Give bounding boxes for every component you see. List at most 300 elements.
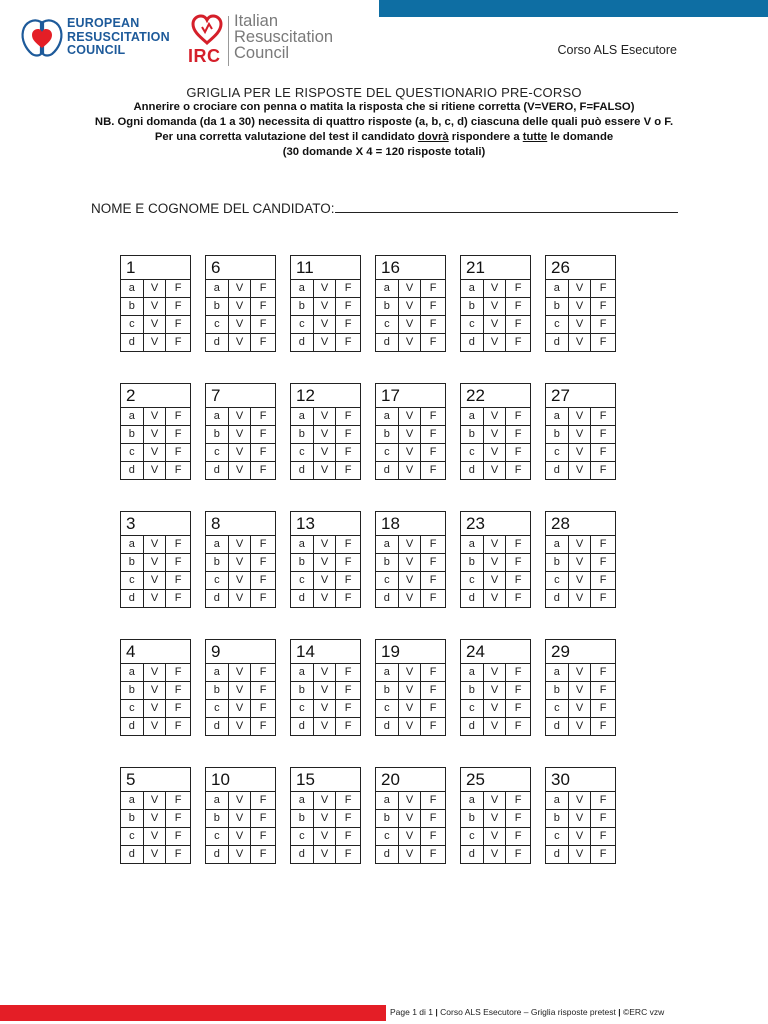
false-checkbox[interactable]: F bbox=[259, 410, 267, 422]
false-checkbox[interactable]: F bbox=[429, 318, 437, 330]
option-letter: a bbox=[376, 664, 399, 681]
false-checkbox[interactable]: F bbox=[259, 538, 267, 550]
true-checkbox[interactable]: V bbox=[399, 590, 422, 608]
true-checkbox[interactable]: V bbox=[484, 426, 507, 443]
false-checkbox[interactable]: F bbox=[429, 592, 437, 604]
true-checkbox[interactable]: V bbox=[144, 334, 167, 352]
answer-row bbox=[546, 408, 615, 426]
false-checkbox[interactable]: F bbox=[259, 684, 267, 696]
true-checkbox[interactable]: V bbox=[484, 828, 507, 845]
true-checkbox[interactable]: V bbox=[314, 682, 337, 699]
true-checkbox[interactable]: V bbox=[399, 462, 422, 480]
false-checkbox[interactable]: F bbox=[259, 720, 267, 732]
true-checkbox[interactable]: V bbox=[484, 590, 507, 608]
answer-row bbox=[461, 408, 530, 426]
false-checkbox[interactable]: F bbox=[344, 556, 352, 568]
true-checkbox[interactable]: V bbox=[314, 792, 337, 809]
true-checkbox[interactable]: V bbox=[484, 316, 507, 333]
true-checkbox[interactable]: V bbox=[314, 298, 337, 315]
true-checkbox[interactable]: V bbox=[484, 280, 507, 297]
false-checkbox[interactable]: F bbox=[174, 720, 182, 732]
false-checkbox[interactable]: F bbox=[344, 318, 352, 330]
true-checkbox[interactable]: V bbox=[314, 810, 337, 827]
false-checkbox[interactable]: F bbox=[344, 794, 352, 806]
false-checkbox[interactable]: F bbox=[344, 830, 352, 842]
true-checkbox[interactable]: V bbox=[314, 316, 337, 333]
true-checkbox[interactable]: V bbox=[399, 426, 422, 443]
candidate-name-field[interactable] bbox=[91, 200, 678, 216]
false-checkbox[interactable]: F bbox=[599, 410, 607, 422]
false-checkbox[interactable]: F bbox=[429, 538, 437, 550]
false-checkbox[interactable]: F bbox=[174, 812, 182, 824]
true-checkbox[interactable]: V bbox=[569, 298, 592, 315]
false-checkbox[interactable]: F bbox=[429, 336, 437, 348]
true-checkbox[interactable]: V bbox=[229, 334, 252, 352]
false-checkbox[interactable]: F bbox=[514, 556, 522, 568]
false-checkbox[interactable]: F bbox=[599, 282, 607, 294]
answer-row bbox=[376, 316, 445, 334]
true-checkbox[interactable]: V bbox=[229, 298, 252, 315]
false-checkbox[interactable]: F bbox=[514, 410, 522, 422]
document-title: GRIGLIA PER LE RISPOSTE DEL QUESTIONARIO PRE-CORSO bbox=[186, 85, 582, 100]
false-checkbox[interactable]: F bbox=[259, 318, 267, 330]
true-checkbox[interactable]: V bbox=[569, 846, 592, 864]
true-checkbox[interactable]: V bbox=[144, 426, 167, 443]
false-checkbox[interactable]: F bbox=[429, 446, 437, 458]
false-checkbox[interactable]: F bbox=[599, 446, 607, 458]
false-checkbox[interactable]: F bbox=[514, 446, 522, 458]
true-checkbox[interactable]: V bbox=[569, 828, 592, 845]
false-checkbox[interactable]: F bbox=[344, 410, 352, 422]
false-checkbox[interactable]: F bbox=[514, 282, 522, 294]
true-checkbox[interactable]: V bbox=[314, 700, 337, 717]
true-checkbox[interactable]: V bbox=[229, 810, 252, 827]
false-checkbox[interactable]: F bbox=[174, 300, 182, 312]
true-checkbox[interactable]: V bbox=[144, 408, 167, 425]
option-letter: d bbox=[291, 462, 314, 480]
true-checkbox[interactable]: V bbox=[314, 334, 337, 352]
true-checkbox[interactable]: V bbox=[229, 316, 252, 333]
false-checkbox[interactable]: F bbox=[344, 446, 352, 458]
true-checkbox[interactable]: V bbox=[314, 444, 337, 461]
true-checkbox[interactable]: V bbox=[144, 572, 167, 589]
true-checkbox[interactable]: V bbox=[484, 700, 507, 717]
instruction-underlined-tutte: tutte bbox=[522, 131, 548, 143]
false-checkbox[interactable]: F bbox=[344, 538, 352, 550]
false-checkbox[interactable]: F bbox=[174, 556, 182, 568]
false-checkbox[interactable]: F bbox=[344, 336, 352, 348]
option-letter: a bbox=[291, 280, 314, 297]
true-checkbox[interactable]: V bbox=[399, 334, 422, 352]
false-checkbox[interactable]: F bbox=[514, 428, 522, 440]
false-checkbox[interactable]: F bbox=[429, 830, 437, 842]
false-checkbox[interactable]: F bbox=[429, 702, 437, 714]
false-checkbox[interactable]: F bbox=[174, 446, 182, 458]
false-checkbox[interactable]: F bbox=[344, 848, 352, 860]
false-checkbox[interactable]: F bbox=[174, 318, 182, 330]
true-checkbox[interactable]: V bbox=[569, 462, 592, 480]
true-checkbox[interactable]: V bbox=[484, 718, 507, 736]
true-checkbox[interactable]: V bbox=[229, 280, 252, 297]
false-checkbox[interactable]: F bbox=[174, 592, 182, 604]
option-letter: c bbox=[206, 700, 229, 717]
option-letter: b bbox=[376, 426, 399, 443]
true-checkbox[interactable]: V bbox=[399, 536, 422, 553]
true-checkbox[interactable]: V bbox=[399, 444, 422, 461]
true-checkbox[interactable]: V bbox=[144, 298, 167, 315]
true-checkbox[interactable]: V bbox=[484, 792, 507, 809]
false-checkbox[interactable]: F bbox=[174, 702, 182, 714]
false-checkbox[interactable]: F bbox=[599, 428, 607, 440]
irc-line-1: Italian bbox=[234, 12, 279, 30]
false-checkbox[interactable]: F bbox=[259, 464, 267, 476]
false-checkbox[interactable]: F bbox=[174, 666, 182, 678]
true-checkbox[interactable]: V bbox=[484, 682, 507, 699]
option-letter: d bbox=[206, 334, 229, 352]
true-checkbox[interactable]: V bbox=[314, 462, 337, 480]
false-checkbox[interactable]: F bbox=[514, 666, 522, 678]
true-checkbox[interactable]: V bbox=[229, 718, 252, 736]
true-checkbox[interactable]: V bbox=[569, 590, 592, 608]
false-checkbox[interactable]: F bbox=[429, 720, 437, 732]
true-checkbox[interactable]: V bbox=[569, 280, 592, 297]
true-checkbox[interactable]: V bbox=[229, 572, 252, 589]
true-checkbox[interactable]: V bbox=[314, 536, 337, 553]
false-checkbox[interactable]: F bbox=[344, 574, 352, 586]
false-checkbox[interactable]: F bbox=[174, 428, 182, 440]
false-checkbox[interactable]: F bbox=[599, 574, 607, 586]
true-checkbox[interactable]: V bbox=[399, 682, 422, 699]
true-checkbox[interactable]: V bbox=[484, 462, 507, 480]
false-checkbox[interactable]: F bbox=[599, 720, 607, 732]
true-checkbox[interactable]: V bbox=[229, 700, 252, 717]
true-checkbox[interactable]: V bbox=[229, 408, 252, 425]
answer-row bbox=[291, 462, 360, 480]
false-checkbox[interactable]: F bbox=[259, 282, 267, 294]
false-checkbox[interactable]: F bbox=[429, 666, 437, 678]
true-checkbox[interactable]: V bbox=[569, 554, 592, 571]
true-checkbox[interactable]: V bbox=[569, 334, 592, 352]
true-checkbox[interactable]: V bbox=[399, 408, 422, 425]
answer-row bbox=[206, 554, 275, 572]
option-letter: b bbox=[461, 554, 484, 571]
false-checkbox[interactable]: F bbox=[514, 830, 522, 842]
false-checkbox[interactable]: F bbox=[344, 428, 352, 440]
irc-divider bbox=[228, 16, 229, 66]
false-checkbox[interactable]: F bbox=[429, 574, 437, 586]
answer-row bbox=[206, 718, 275, 736]
instruction-line-2: NB. Ogni domanda (da 1 a 30) necessita di quattro risposte (a, b, c, d) ciascuna delle quali può essere V o F. bbox=[94, 116, 674, 128]
false-checkbox[interactable]: F bbox=[599, 848, 607, 860]
true-checkbox[interactable]: V bbox=[229, 554, 252, 571]
false-checkbox[interactable]: F bbox=[599, 300, 607, 312]
true-checkbox[interactable]: V bbox=[399, 792, 422, 809]
true-checkbox[interactable]: V bbox=[314, 846, 337, 864]
false-checkbox[interactable]: F bbox=[344, 592, 352, 604]
option-letter: a bbox=[461, 280, 484, 297]
true-checkbox[interactable]: V bbox=[314, 572, 337, 589]
false-checkbox[interactable]: F bbox=[599, 556, 607, 568]
true-checkbox[interactable]: V bbox=[569, 408, 592, 425]
true-checkbox[interactable]: V bbox=[229, 590, 252, 608]
false-checkbox[interactable]: F bbox=[514, 538, 522, 550]
true-checkbox[interactable]: V bbox=[229, 444, 252, 461]
question-number: 17 bbox=[376, 384, 445, 408]
false-checkbox[interactable]: F bbox=[259, 812, 267, 824]
question-box bbox=[460, 767, 531, 864]
true-checkbox[interactable]: V bbox=[314, 408, 337, 425]
true-checkbox[interactable]: V bbox=[569, 682, 592, 699]
false-checkbox[interactable]: F bbox=[599, 538, 607, 550]
true-checkbox[interactable]: V bbox=[229, 682, 252, 699]
true-checkbox[interactable]: V bbox=[229, 846, 252, 864]
true-checkbox[interactable]: V bbox=[484, 334, 507, 352]
true-checkbox[interactable]: V bbox=[314, 280, 337, 297]
true-checkbox[interactable]: V bbox=[144, 718, 167, 736]
false-checkbox[interactable]: F bbox=[344, 684, 352, 696]
false-checkbox[interactable]: F bbox=[599, 794, 607, 806]
false-checkbox[interactable]: F bbox=[259, 848, 267, 860]
option-letter: d bbox=[546, 718, 569, 736]
true-checkbox[interactable]: V bbox=[399, 718, 422, 736]
true-checkbox[interactable]: V bbox=[144, 462, 167, 480]
question-number: 29 bbox=[546, 640, 615, 664]
true-checkbox[interactable]: V bbox=[399, 554, 422, 571]
false-checkbox[interactable]: F bbox=[344, 282, 352, 294]
true-checkbox[interactable]: V bbox=[144, 700, 167, 717]
false-checkbox[interactable]: F bbox=[259, 666, 267, 678]
false-checkbox[interactable]: F bbox=[514, 684, 522, 696]
true-checkbox[interactable]: V bbox=[144, 590, 167, 608]
false-checkbox[interactable]: F bbox=[514, 336, 522, 348]
answer-row bbox=[546, 334, 615, 352]
question-number: 5 bbox=[121, 768, 190, 792]
option-letter: a bbox=[121, 408, 144, 425]
false-checkbox[interactable]: F bbox=[429, 300, 437, 312]
false-checkbox[interactable]: F bbox=[259, 794, 267, 806]
false-checkbox[interactable]: F bbox=[259, 336, 267, 348]
option-letter: d bbox=[291, 846, 314, 864]
true-checkbox[interactable]: V bbox=[229, 828, 252, 845]
false-checkbox[interactable]: F bbox=[174, 410, 182, 422]
false-checkbox[interactable]: F bbox=[344, 812, 352, 824]
true-checkbox[interactable]: V bbox=[144, 536, 167, 553]
question-box bbox=[375, 255, 446, 352]
false-checkbox[interactable]: F bbox=[429, 812, 437, 824]
false-checkbox[interactable]: F bbox=[174, 848, 182, 860]
false-checkbox[interactable]: F bbox=[174, 574, 182, 586]
false-checkbox[interactable]: F bbox=[344, 300, 352, 312]
false-checkbox[interactable]: F bbox=[344, 720, 352, 732]
true-checkbox[interactable]: V bbox=[144, 316, 167, 333]
true-checkbox[interactable]: V bbox=[229, 792, 252, 809]
true-checkbox[interactable]: V bbox=[399, 828, 422, 845]
false-checkbox[interactable]: F bbox=[429, 848, 437, 860]
true-checkbox[interactable]: V bbox=[569, 700, 592, 717]
footer-page: Page 1 di 1 bbox=[390, 1007, 434, 1017]
false-checkbox[interactable]: F bbox=[429, 410, 437, 422]
option-letter: c bbox=[121, 444, 144, 461]
true-checkbox[interactable]: V bbox=[484, 572, 507, 589]
false-checkbox[interactable]: F bbox=[599, 702, 607, 714]
true-checkbox[interactable]: V bbox=[484, 664, 507, 681]
true-checkbox[interactable]: V bbox=[229, 536, 252, 553]
true-checkbox[interactable]: V bbox=[569, 444, 592, 461]
answer-row bbox=[291, 444, 360, 462]
true-checkbox[interactable]: V bbox=[144, 846, 167, 864]
footer-copyright: ©ERC vzw bbox=[623, 1007, 665, 1017]
option-letter: d bbox=[376, 846, 399, 864]
true-checkbox[interactable]: V bbox=[314, 718, 337, 736]
answer-row bbox=[546, 700, 615, 718]
false-checkbox[interactable]: F bbox=[174, 538, 182, 550]
true-checkbox[interactable]: V bbox=[314, 664, 337, 681]
option-letter: c bbox=[206, 444, 229, 461]
false-checkbox[interactable]: F bbox=[429, 794, 437, 806]
false-checkbox[interactable]: F bbox=[599, 666, 607, 678]
false-checkbox[interactable]: F bbox=[259, 830, 267, 842]
answer-row bbox=[461, 846, 530, 864]
true-checkbox[interactable]: V bbox=[314, 426, 337, 443]
false-checkbox[interactable]: F bbox=[259, 556, 267, 568]
false-checkbox[interactable]: F bbox=[514, 848, 522, 860]
question-box bbox=[545, 511, 616, 608]
true-checkbox[interactable]: V bbox=[314, 828, 337, 845]
false-checkbox[interactable]: F bbox=[174, 684, 182, 696]
true-checkbox[interactable]: V bbox=[484, 810, 507, 827]
true-checkbox[interactable]: V bbox=[399, 700, 422, 717]
false-checkbox[interactable]: F bbox=[259, 428, 267, 440]
false-checkbox[interactable]: F bbox=[599, 318, 607, 330]
false-checkbox[interactable]: F bbox=[429, 464, 437, 476]
true-checkbox[interactable]: V bbox=[569, 718, 592, 736]
false-checkbox[interactable]: F bbox=[344, 666, 352, 678]
option-letter: a bbox=[376, 408, 399, 425]
false-checkbox[interactable]: F bbox=[514, 300, 522, 312]
option-letter: a bbox=[546, 536, 569, 553]
true-checkbox[interactable]: V bbox=[399, 298, 422, 315]
true-checkbox[interactable]: V bbox=[314, 590, 337, 608]
true-checkbox[interactable]: V bbox=[399, 280, 422, 297]
true-checkbox[interactable]: V bbox=[144, 828, 167, 845]
option-letter: c bbox=[291, 700, 314, 717]
false-checkbox[interactable]: F bbox=[259, 446, 267, 458]
true-checkbox[interactable]: V bbox=[314, 554, 337, 571]
false-checkbox[interactable]: F bbox=[514, 318, 522, 330]
false-checkbox[interactable]: F bbox=[599, 830, 607, 842]
answer-row bbox=[461, 426, 530, 444]
true-checkbox[interactable]: V bbox=[229, 426, 252, 443]
answer-row bbox=[291, 298, 360, 316]
true-checkbox[interactable]: V bbox=[484, 846, 507, 864]
false-checkbox[interactable]: F bbox=[344, 702, 352, 714]
false-checkbox[interactable]: F bbox=[429, 556, 437, 568]
false-checkbox[interactable]: F bbox=[174, 336, 182, 348]
true-checkbox[interactable]: V bbox=[144, 792, 167, 809]
answer-row bbox=[291, 664, 360, 682]
true-checkbox[interactable]: V bbox=[144, 280, 167, 297]
true-checkbox[interactable]: V bbox=[399, 846, 422, 864]
true-checkbox[interactable]: V bbox=[569, 792, 592, 809]
false-checkbox[interactable]: F bbox=[174, 282, 182, 294]
false-checkbox[interactable]: F bbox=[599, 684, 607, 696]
true-checkbox[interactable]: V bbox=[569, 572, 592, 589]
true-checkbox[interactable]: V bbox=[484, 536, 507, 553]
option-letter: d bbox=[376, 718, 399, 736]
false-checkbox[interactable]: F bbox=[599, 336, 607, 348]
false-checkbox[interactable]: F bbox=[514, 702, 522, 714]
false-checkbox[interactable]: F bbox=[514, 794, 522, 806]
true-checkbox[interactable]: V bbox=[144, 444, 167, 461]
true-checkbox[interactable]: V bbox=[569, 536, 592, 553]
false-checkbox[interactable]: F bbox=[259, 702, 267, 714]
true-checkbox[interactable]: V bbox=[229, 664, 252, 681]
true-checkbox[interactable]: V bbox=[399, 572, 422, 589]
true-checkbox[interactable]: V bbox=[144, 554, 167, 571]
false-checkbox[interactable]: F bbox=[344, 464, 352, 476]
false-checkbox[interactable]: F bbox=[174, 794, 182, 806]
false-checkbox[interactable]: F bbox=[429, 428, 437, 440]
option-letter: b bbox=[376, 682, 399, 699]
false-checkbox[interactable]: F bbox=[514, 812, 522, 824]
true-checkbox[interactable]: V bbox=[484, 298, 507, 315]
true-checkbox[interactable]: V bbox=[399, 810, 422, 827]
question-box bbox=[545, 639, 616, 736]
true-checkbox[interactable]: V bbox=[484, 444, 507, 461]
answer-row bbox=[291, 334, 360, 352]
option-letter: d bbox=[121, 334, 144, 352]
false-checkbox[interactable]: F bbox=[259, 592, 267, 604]
instruction-line-4: (30 domande X 4 = 120 risposte totali) bbox=[282, 146, 486, 158]
true-checkbox[interactable]: V bbox=[484, 408, 507, 425]
question-box bbox=[205, 255, 276, 352]
true-checkbox[interactable]: V bbox=[569, 316, 592, 333]
answer-row bbox=[206, 590, 275, 608]
true-checkbox[interactable]: V bbox=[569, 426, 592, 443]
true-checkbox[interactable]: V bbox=[484, 554, 507, 571]
false-checkbox[interactable]: F bbox=[599, 812, 607, 824]
false-checkbox[interactable]: F bbox=[599, 464, 607, 476]
answer-row bbox=[546, 718, 615, 736]
false-checkbox[interactable]: F bbox=[599, 592, 607, 604]
question-number: 15 bbox=[291, 768, 360, 792]
false-checkbox[interactable]: F bbox=[259, 574, 267, 586]
true-checkbox[interactable]: V bbox=[144, 682, 167, 699]
false-checkbox[interactable]: F bbox=[514, 464, 522, 476]
true-checkbox[interactable]: V bbox=[144, 664, 167, 681]
false-checkbox[interactable]: F bbox=[429, 684, 437, 696]
false-checkbox[interactable]: F bbox=[429, 282, 437, 294]
true-checkbox[interactable]: V bbox=[399, 316, 422, 333]
true-checkbox[interactable]: V bbox=[399, 664, 422, 681]
question-box bbox=[460, 383, 531, 480]
candidate-name-line[interactable] bbox=[335, 200, 678, 213]
false-checkbox[interactable]: F bbox=[514, 592, 522, 604]
answer-row bbox=[121, 792, 190, 810]
true-checkbox[interactable]: V bbox=[569, 810, 592, 827]
false-checkbox[interactable]: F bbox=[174, 830, 182, 842]
false-checkbox[interactable]: F bbox=[514, 574, 522, 586]
true-checkbox[interactable]: V bbox=[229, 462, 252, 480]
option-letter: b bbox=[291, 810, 314, 827]
answer-row bbox=[461, 444, 530, 462]
true-checkbox[interactable]: V bbox=[569, 664, 592, 681]
false-checkbox[interactable]: F bbox=[259, 300, 267, 312]
false-checkbox[interactable]: F bbox=[174, 464, 182, 476]
true-checkbox[interactable]: V bbox=[144, 810, 167, 827]
false-checkbox[interactable]: F bbox=[514, 720, 522, 732]
footer-document: ALS Esecutore – Griglia risposte pretest bbox=[462, 1007, 616, 1017]
